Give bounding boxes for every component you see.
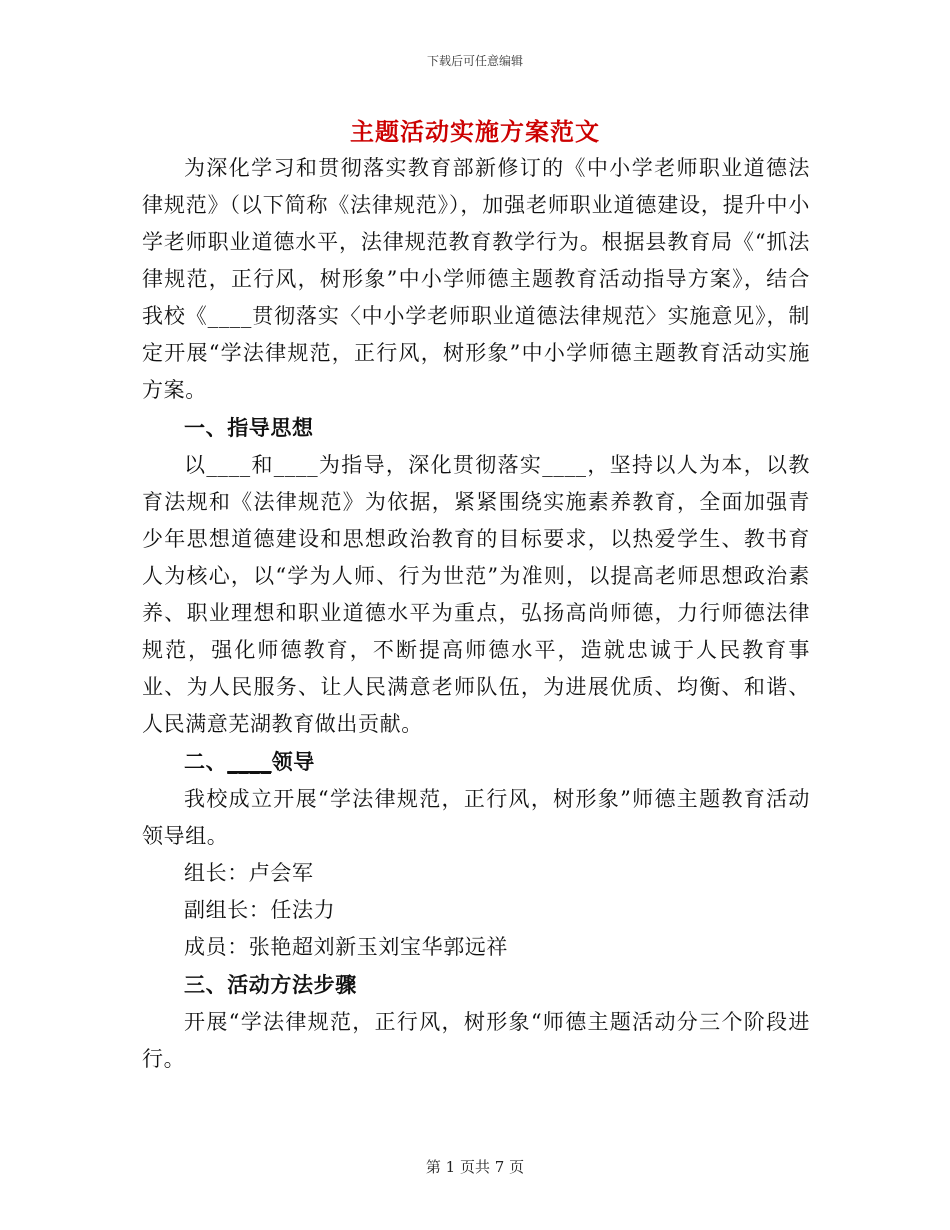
leader-line: 组长：卢会军 — [184, 861, 314, 885]
document-title: 主题活动实施方案范文 — [350, 117, 600, 146]
members-line: 成员：张艳超刘新玉刘宝华郭远祥 — [184, 935, 508, 959]
section-heading-leadership-suffix: 领导 — [271, 749, 315, 774]
leadership-paragraph: 我校成立开展“学法律规范，正行风，树形象”师德主题教育活动领导组。 — [142, 787, 810, 848]
document-body — [142, 150, 810, 1078]
steps-paragraph: 开展“学法律规范，正行风，树形象“师德主题活动分三个阶段进行。 — [142, 1010, 810, 1071]
section-heading-leadership-prefix: 二、 — [184, 749, 228, 774]
guiding-thought-paragraph: 以____和____为指导，深化贯彻落实____，坚持以人为本，以教育法规和《法律规范》为依据，紧紧围绕实施素养教育，全面加强青少年思想道德建设和思想政治教育的目标要求，以热爱学生、教书育人为核心，以“学为人师、行为世范”为准则，以提高老师思想政治素养、职业理想和职业道德水平为重点，弘扬高尚师德，力行师德法律规范，强化师德教育，不断提高师德水平，造就忠诚于人民教育事业、为人民服务、让人民满意老师队伍，为进展优质、均衡、和谐、人民满意芜湖教育做出贡献。 — [142, 453, 810, 736]
intro-paragraph: 为深化学习和贯彻落实教育部新修订的《中小学老师职业道德法律规范》（以下简称《法律规范》），加强老师职业道德建设，提升中小学老师职业道德水平，法律规范教育教学行为。根据县教育局《“抓法律规范，正行风，树形象”中小学师德主题教育活动指导方案》，结合我校《____贯彻落实〈中小学老师职业道德法律规范〉实施意见》，制定开展“学法律规范，正行风，树形象”中小学师德主题教育活动实施方案。 — [142, 156, 810, 402]
section-heading-leadership-blank: ____ — [227, 749, 272, 774]
page-header: 下载后可任意编辑 — [426, 54, 523, 68]
section-heading-leadership — [142, 743, 810, 781]
section-heading-steps: 三、活动方法步骤 — [184, 972, 357, 997]
page-number: 第 1 页共 7 页 — [425, 1158, 525, 1176]
section-heading-guiding-thought: 一、指导思想 — [184, 415, 314, 440]
deputy-leader-line: 副组长：任法力 — [184, 898, 336, 922]
